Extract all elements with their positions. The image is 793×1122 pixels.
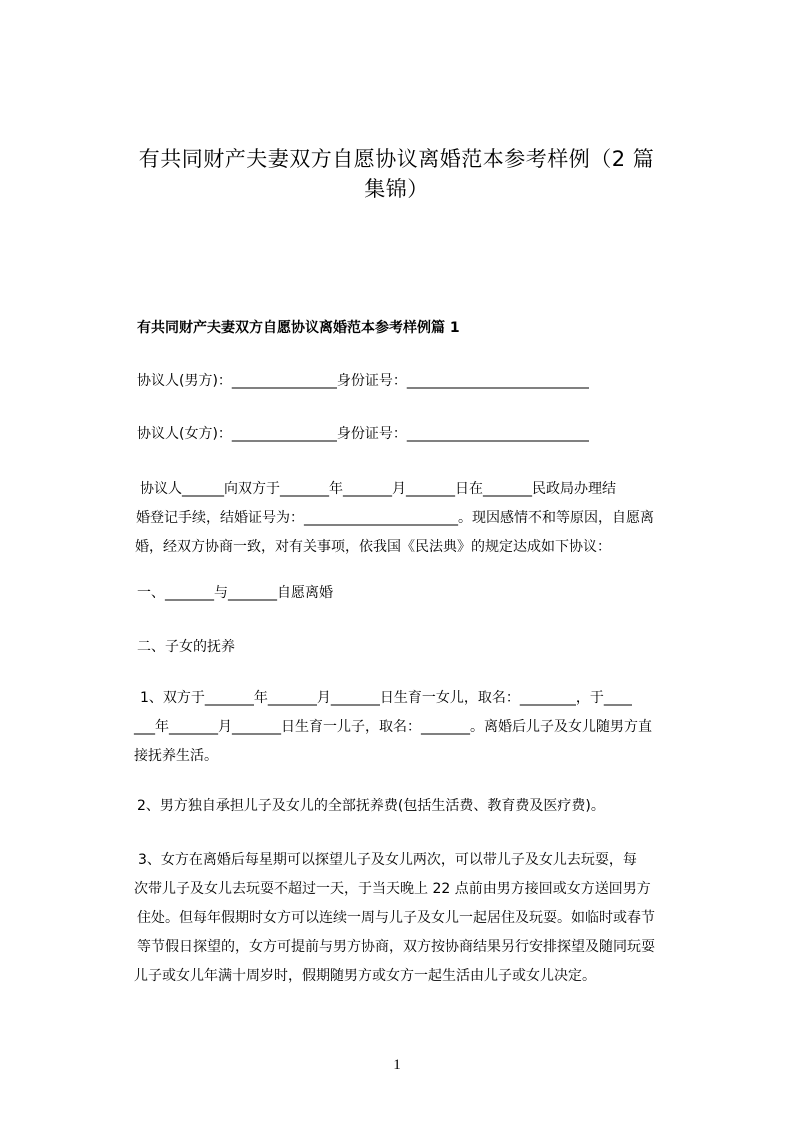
item-three-line-2: 次带儿子及女儿去玩耍不超过一天，于当天晚上 22 点前由男方接回或女方送回男方 <box>134 881 651 897</box>
item-two: 2、男方独自承担儿子及女儿的全部抚养费(包括生活费、教育费及医疗费)。 <box>137 798 605 814</box>
clause-two: 二、子女的抚养 <box>137 639 235 655</box>
intro-line-2: 婚登记手续，结婚证号为：______________________。现因感情不和等原因，自愿离 <box>136 510 654 526</box>
title-line-2: 集锦） <box>364 177 429 201</box>
item-one-paragraph <box>134 684 712 771</box>
item-three-line-4: 等节假日探望的，女方可提前与男方协商，双方按协商结果另行安排探望及随同玩耍 <box>137 939 655 955</box>
item-one-line-1: 1、双方于_______年_______月_______日生育一女儿，取名：________，于____ <box>140 690 632 706</box>
item-one-line-3: 接抚养生活。 <box>134 748 218 764</box>
intro-paragraph <box>134 475 712 562</box>
party-male-line: 协议人(男方)：_______________身份证号：__________________________ <box>137 373 589 389</box>
item-three-line-5: 儿子或女儿年满十周岁时，假期随男方或女方一起生活由儿子或女儿决定。 <box>134 968 596 984</box>
intro-line-3: 婚，经双方协商一致，对有关事项，依我国《民法典》的规定达成如下协议： <box>135 539 611 555</box>
intro-line-1: 协议人______向双方于_______年_______月_______日在_______民政局办理结 <box>140 481 616 497</box>
item-three-line-1: 3、女方在离婚后每星期可以探望儿子及女儿两次，可以带儿子及女儿去玩耍，每 <box>138 852 637 868</box>
item-three-paragraph <box>134 846 712 991</box>
item-three-line-3: 住处。但每年假期时女方可以连续一周与儿子及女儿一起居住及玩耍。如临时或春节 <box>137 910 655 926</box>
document-title <box>100 144 693 204</box>
page-number: 1 <box>393 1057 401 1073</box>
title-line-1: 有共同财产夫妻双方自愿协议离婚范本参考样例（2 篇 <box>138 147 655 171</box>
item-one-line-2: ___年_______月_______日生育一儿子，取名：_______。离婚后儿子及女儿随男方直 <box>134 719 652 735</box>
party-female-line: 协议人(女方)：_______________身份证号：__________________________ <box>137 426 589 442</box>
section-heading: 有共同财产夫妻双方自愿协议离婚范本参考样例篇 1 <box>137 320 460 336</box>
clause-one: 一、_______与_______自愿离婚 <box>137 585 333 601</box>
